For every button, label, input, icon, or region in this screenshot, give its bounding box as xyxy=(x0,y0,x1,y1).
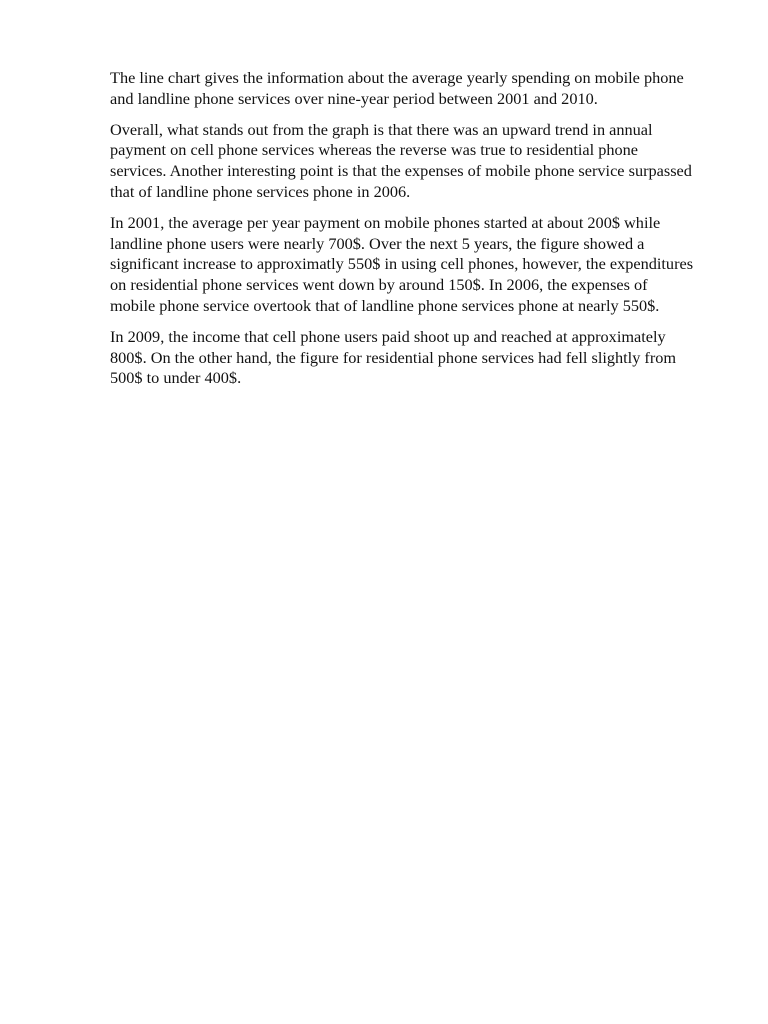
document-body xyxy=(110,68,695,399)
paragraph-detail-2009: In 2009, the income that cell phone users paid shoot up and reached at approximately 800$. On the other hand, the figure for residential phone services had fell slightly from 500$ to under 400$. xyxy=(110,326,677,388)
paragraph-overview: Overall, what stands out from the graph is that there was an upward trend in annual payment on cell phone services whereas the reverse was true to residential phone services. Another interesting point is that the expenses of mobile phone service surpassed that of landline phone services phone in 2006. xyxy=(110,119,692,201)
paragraph-introduction: The line chart gives the information about the average yearly spending on mobile phone and landline phone services over nine-year period between 2001 and 2010. xyxy=(110,68,684,108)
paragraph-detail-2001-2006: In 2001, the average per year payment on mobile phones started at about 200$ while landline phone users were nearly 700$. Over the next 5 years, the figure showed a significant increase to approximatly 550$ in using cell phones, however, the expenditures on residential phone services went down by around 150$. In 2006, the expenses of mobile phone service overtook that of landline phone services phone at nearly 550$. xyxy=(110,212,694,315)
